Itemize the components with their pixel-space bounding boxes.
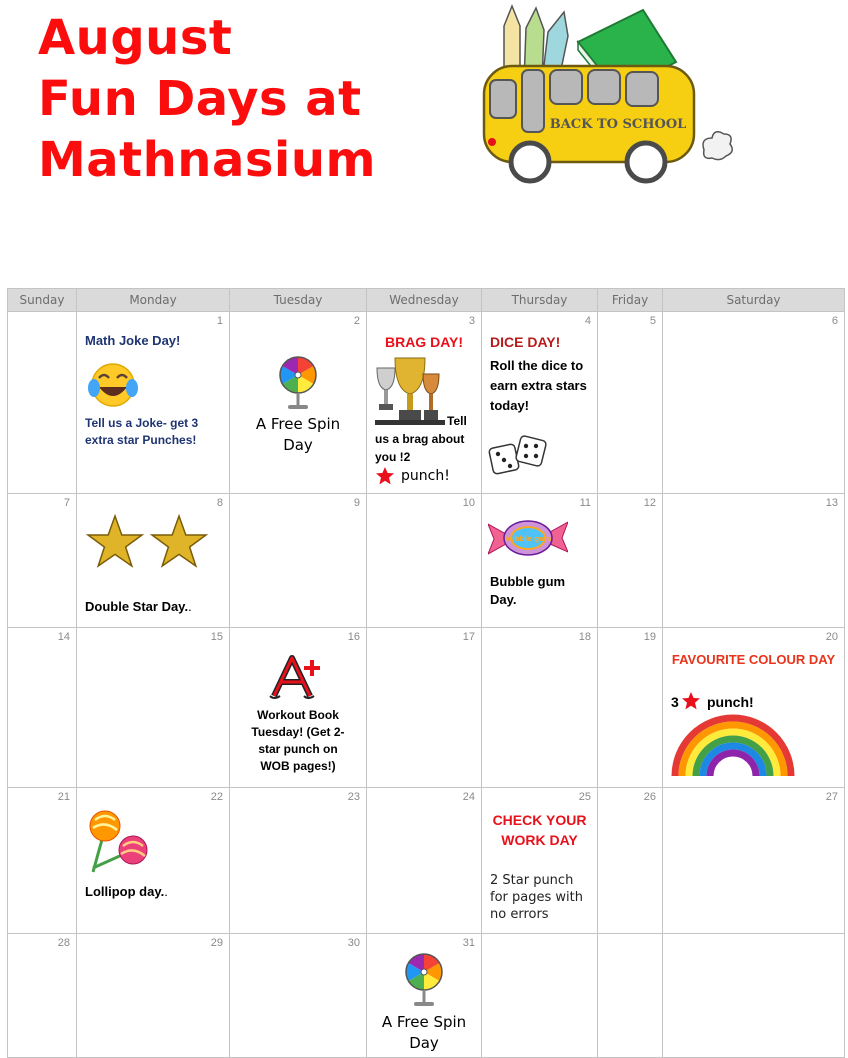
- day-cell-16: [230, 628, 367, 788]
- day-cell-9: [230, 494, 367, 628]
- day-cell-13: [663, 494, 845, 628]
- check-work-text: 2 Star punch for pages with no errors: [490, 873, 583, 922]
- day-number: 21: [57, 791, 70, 803]
- lollipop-label: Lollipop day.: [85, 884, 165, 899]
- day-cell-5: [598, 312, 663, 494]
- day-cell-30: [230, 934, 367, 1058]
- day-cell-26: [598, 788, 663, 934]
- day-cell-27: [663, 788, 845, 934]
- favourite-colour-num: 3: [671, 694, 679, 710]
- day-number: 9: [353, 497, 360, 509]
- day-number: 7: [63, 497, 70, 509]
- day-cell-15: [77, 628, 230, 788]
- day-cell-22: [77, 788, 230, 934]
- lollipop-dot: .: [164, 884, 168, 899]
- day-number: 31: [462, 937, 475, 949]
- title-line-month: August: [38, 10, 233, 66]
- brag-day-text: us a brag about you !2: [375, 432, 465, 464]
- math-joke-text: Tell us a Joke- get 3 extra star Punches!: [85, 416, 199, 447]
- day-cell-24: [367, 788, 482, 934]
- day-number: 27: [825, 791, 838, 803]
- weekday-sunday: Sunday: [8, 289, 77, 312]
- weekday-tuesday: Tuesday: [230, 289, 367, 312]
- day-cell-11: [482, 494, 598, 628]
- weekday-saturday: Saturday: [663, 289, 845, 312]
- day-cell-21: [8, 788, 77, 934]
- day-number: 28: [57, 937, 70, 949]
- day-cell-empty: [663, 934, 845, 1058]
- day-cell-31: [367, 934, 482, 1058]
- day-cell-4: [482, 312, 598, 494]
- weekday-wednesday: Wednesday: [367, 289, 482, 312]
- day-cell-3: [367, 312, 482, 494]
- workout-book-text: Workout Book Tuesday! (Get 2-star punch on WOB pages!): [251, 708, 345, 773]
- day-number: 10: [462, 497, 475, 509]
- lollipop-text: [85, 884, 229, 899]
- day-number: 23: [347, 791, 360, 803]
- day-number: 30: [347, 937, 360, 949]
- day-cell-8: [77, 494, 230, 628]
- day-number: 5: [649, 315, 656, 327]
- prize-wheel-icon: [278, 355, 318, 411]
- week-row: [8, 494, 845, 628]
- day-number: 15: [210, 631, 223, 643]
- free-spin-day-text: A Free Spin Day: [255, 415, 341, 454]
- favourite-colour-title: FAVOURITE COLOUR DAY: [671, 652, 836, 667]
- day-cell-1: [77, 312, 230, 494]
- bus-icon: [484, 66, 732, 181]
- day-number: 1: [216, 315, 223, 327]
- day-cell-empty: [482, 934, 598, 1058]
- brag-day-title: BRAG DAY!: [384, 334, 464, 350]
- day-number: 8: [216, 497, 223, 509]
- day-number: 17: [462, 631, 475, 643]
- bubble-gum-text: Bubble gum Day.: [490, 574, 566, 607]
- day-cell-7: [8, 494, 77, 628]
- lollipop-icon: [83, 808, 153, 874]
- favourite-colour-punch: punch!: [707, 694, 754, 710]
- day-number: 6: [831, 315, 838, 327]
- day-number: 4: [584, 315, 591, 327]
- day-number: 26: [643, 791, 656, 803]
- day-cell-17: [367, 628, 482, 788]
- bus-label: BACK TO SCHOOL: [549, 117, 687, 132]
- day-cell-10: [367, 494, 482, 628]
- calendar-grid: [7, 288, 845, 1058]
- day-number: 19: [643, 631, 656, 643]
- week-row: [8, 628, 845, 788]
- day-number: 24: [462, 791, 475, 803]
- weekday-thursday: Thursday: [482, 289, 598, 312]
- math-joke-title: Math Joke Day!: [85, 333, 181, 348]
- week-row: [8, 788, 845, 934]
- title-line-mathnasium: Mathnasium: [38, 132, 377, 188]
- bubble-gum-wrapper-text: bubble gum: [504, 535, 552, 543]
- title-line-fun-days: Fun Days at: [38, 71, 362, 127]
- day-cell-6: [663, 312, 845, 494]
- day-number: 18: [578, 631, 591, 643]
- trophies-icon: [375, 356, 445, 426]
- brag-punch-text: punch!: [401, 468, 450, 484]
- page-title: [38, 8, 458, 191]
- check-work-title: CHECK YOUR WORK DAY: [492, 812, 587, 848]
- day-cell-20: [663, 628, 845, 788]
- dice-day-title: DICE DAY!: [490, 334, 561, 350]
- rainbow-icon: [671, 714, 795, 776]
- double-star-text: [85, 599, 229, 614]
- prize-wheel-icon: [404, 952, 444, 1008]
- day-number: 25: [578, 791, 591, 803]
- school-bus-illustration: [478, 2, 746, 192]
- day-cell-29: [77, 934, 230, 1058]
- day-number: 12: [643, 497, 656, 509]
- free-spin-day-text: A Free Spin Day: [381, 1013, 467, 1052]
- day-cell-empty: [8, 312, 77, 494]
- day-number: 20: [825, 631, 838, 643]
- day-number: 3: [468, 315, 475, 327]
- week-row: [8, 934, 845, 1058]
- day-cell-28: [8, 934, 77, 1058]
- double-star-dot: .: [188, 599, 192, 614]
- double-star-label: Double Star Day.: [85, 599, 189, 614]
- gold-stars-icon: [85, 514, 209, 574]
- day-number: 11: [579, 497, 591, 509]
- day-number: 16: [347, 631, 360, 643]
- day-cell-19: [598, 628, 663, 788]
- weekday-friday: Friday: [598, 289, 663, 312]
- day-cell-18: [482, 628, 598, 788]
- a-plus-grade-icon: [268, 652, 328, 700]
- day-number: 29: [210, 937, 223, 949]
- week-row: [8, 312, 845, 494]
- weekday-header-row: [8, 289, 845, 312]
- day-cell-23: [230, 788, 367, 934]
- day-cell-14: [8, 628, 77, 788]
- day-cell-empty: [598, 934, 663, 1058]
- day-number: 2: [353, 315, 360, 327]
- day-number: 14: [57, 631, 70, 643]
- dice-icon: [488, 434, 548, 478]
- bubble-gum-icon: [488, 516, 568, 560]
- day-cell-12: [598, 494, 663, 628]
- brag-tell-text: Tell: [447, 414, 467, 428]
- laughing-emoji-icon: [87, 358, 139, 410]
- dice-day-text: Roll the dice to earn extra stars today!: [490, 358, 587, 413]
- day-number: 22: [210, 791, 223, 803]
- day-cell-2: [230, 312, 367, 494]
- day-cell-25: [482, 788, 598, 934]
- weekday-monday: Monday: [77, 289, 230, 312]
- day-number: 13: [825, 497, 838, 509]
